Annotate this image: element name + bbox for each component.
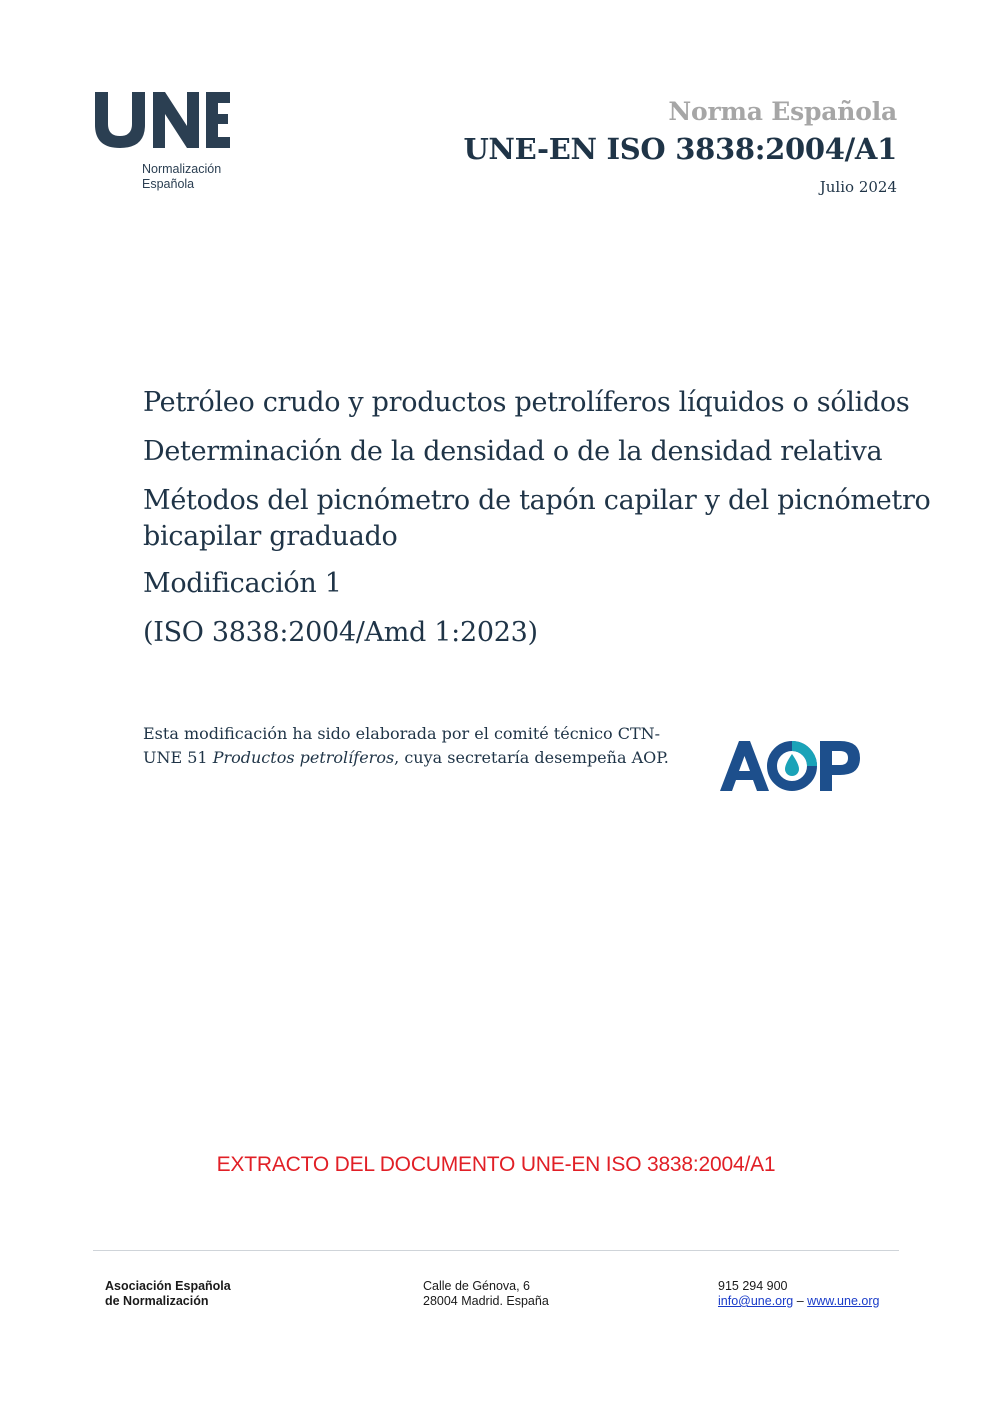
aop-logo-a — [720, 741, 769, 791]
une-logo-u — [95, 92, 145, 148]
committee-name: Productos petrolíferos — [212, 747, 395, 767]
committee-paragraph — [143, 722, 683, 769]
email-link[interactable]: info@une.org — [718, 1294, 794, 1308]
une-logo-subtitle-line1: Normalización — [142, 162, 222, 176]
title-line-5: (ISO 3838:2004/Amd 1:2023) — [143, 617, 538, 648]
standard-code: UNE-EN ISO 3838:2004/A1 — [463, 132, 897, 166]
norma-label: Norma Española — [668, 97, 897, 126]
footer-address-line1: Calle de Génova, 6 — [423, 1279, 531, 1293]
title-line-4: Modificación 1 — [143, 568, 342, 599]
aop-logo — [720, 738, 862, 794]
footer-separator: – — [796, 1294, 804, 1308]
une-logo-subtitle — [142, 162, 221, 192]
title-line-1: Petróleo crudo y productos petrolíferos líquidos o sólidos — [143, 387, 910, 418]
committee-text-after: , cuya secretaría desempeña AOP. — [394, 747, 669, 767]
footer-contact — [718, 1279, 879, 1309]
publication-date: Julio 2024 — [819, 178, 897, 196]
footer-address — [423, 1279, 549, 1309]
title-line-2: Determinación de la densidad o de la densidad relativa — [143, 436, 883, 467]
aop-logo-p — [820, 741, 860, 791]
footer-phone: 915 294 900 — [718, 1279, 788, 1293]
committee-text-before: Esta modificación ha sido elaborada por el comité técnico CTN-UNE 51 — [143, 724, 661, 767]
une-logo — [93, 90, 233, 150]
footer-org-line1: Asociación Española — [105, 1279, 231, 1293]
website-link[interactable]: www.une.org — [807, 1294, 880, 1308]
une-logo-e — [206, 92, 230, 148]
footer-divider — [93, 1250, 899, 1251]
une-logo-subtitle-line2: Española — [142, 177, 195, 191]
footer-org-line2: de Normalización — [105, 1294, 209, 1308]
title-line-3: Métodos del picnómetro de tapón capilar y del picnómetro bicapilar graduado — [143, 485, 931, 552]
extract-banner: EXTRACTO DEL DOCUMENTO UNE-EN ISO 3838:2004/A1 — [216, 1153, 776, 1176]
une-logo-n — [153, 92, 199, 148]
footer-links — [718, 1294, 879, 1309]
footer-organization — [105, 1279, 231, 1309]
aop-logo-drop — [785, 754, 799, 776]
footer-address-line2: 28004 Madrid. España — [423, 1294, 549, 1308]
